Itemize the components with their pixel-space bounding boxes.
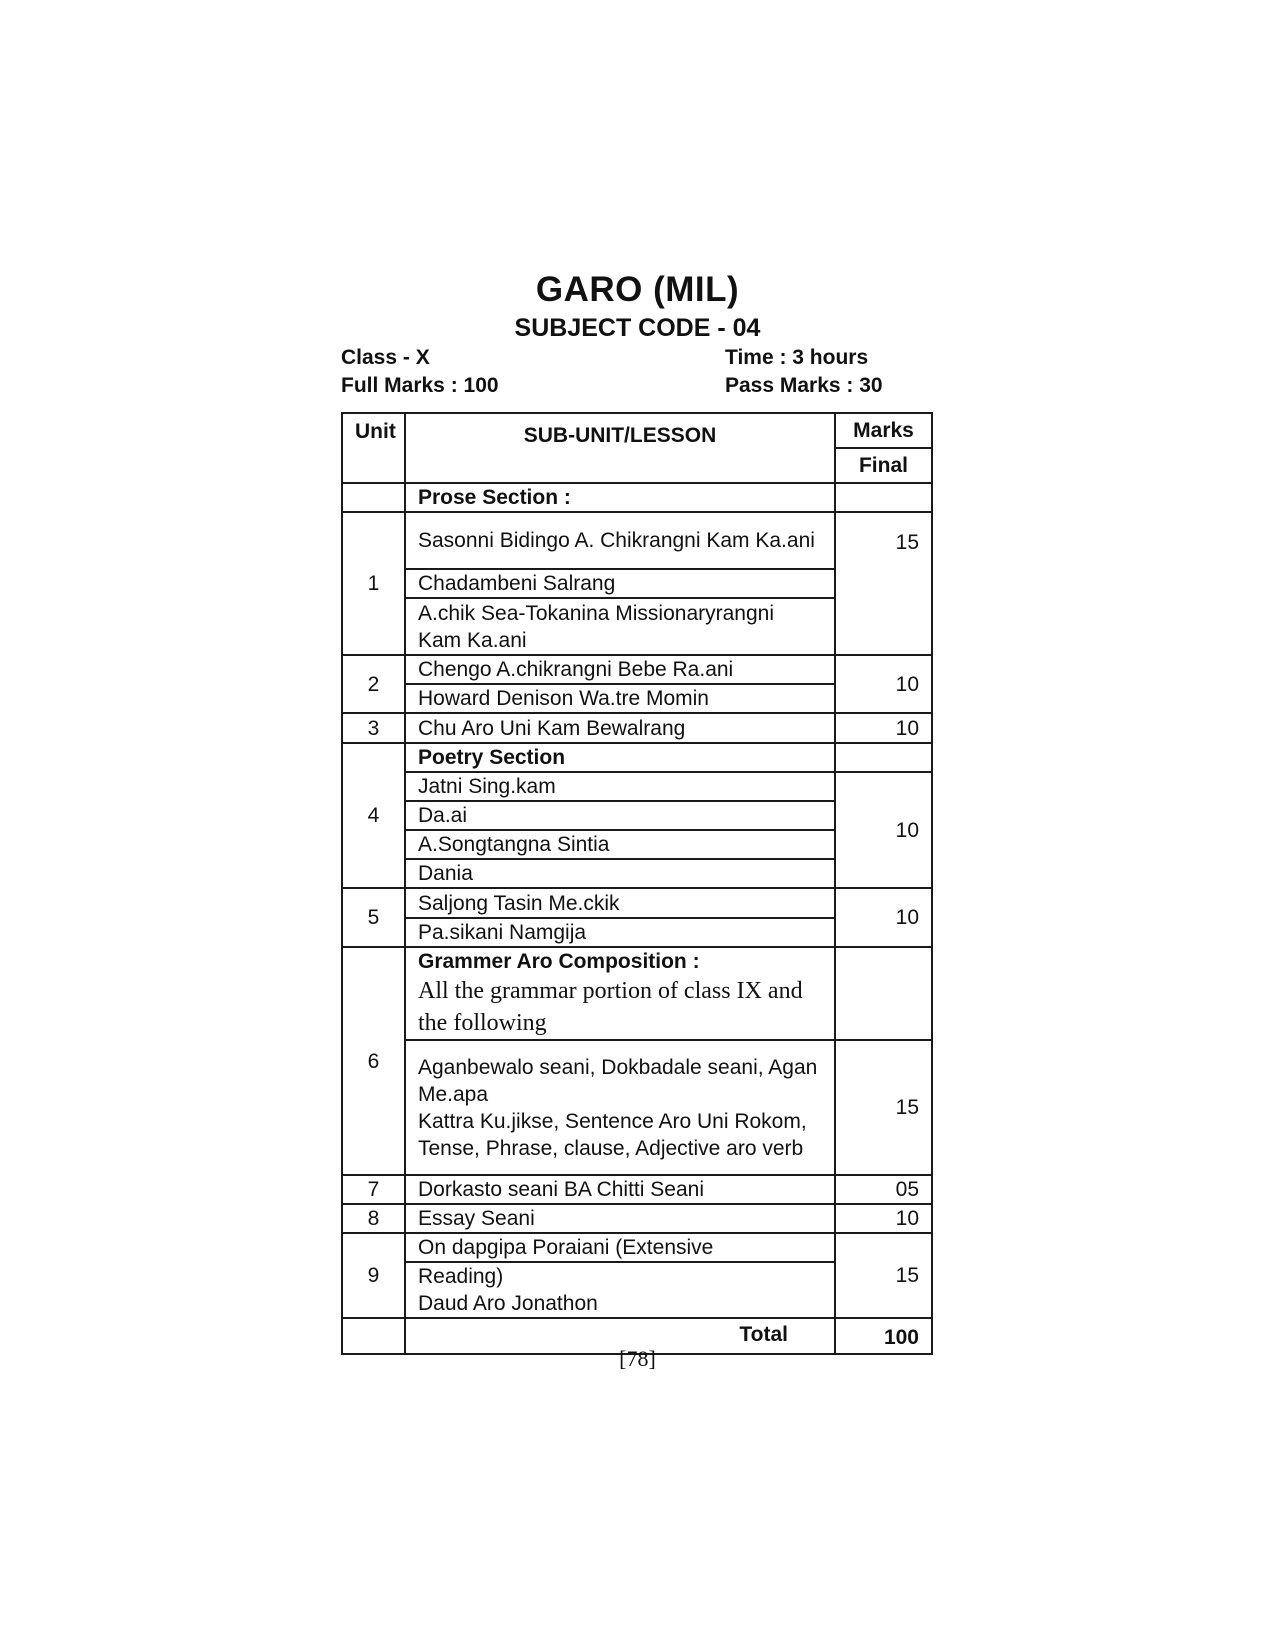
header-subunit: SUB-UNIT/LESSON (405, 413, 835, 483)
full-marks-label: Full Marks : 100 (341, 374, 499, 397)
grammar-content-cell (405, 1040, 835, 1175)
unit-cell-empty (342, 483, 405, 512)
header-final: Final (835, 448, 932, 483)
lesson-item: Sasonni Bidingo A. Chikrangni Kam Ka.ani (405, 512, 835, 569)
unit-number: 9 (342, 1233, 405, 1318)
prose-section-heading: Prose Section : (405, 483, 835, 512)
grammar-content-line: Kattra Ku.jikse, Sentence Aro Uni Rokom, Tense, Phrase, clause, Adjective aro verb (418, 1109, 807, 1160)
syllabus-table (341, 412, 933, 1355)
header-unit: Unit (342, 413, 405, 483)
grammar-content-line: Aganbewalo seani, Dokbadale seani, Agan Me.apa (418, 1055, 818, 1106)
unit-number: 3 (342, 713, 405, 743)
lesson-item: Daud Aro Jonathon (418, 1292, 598, 1315)
unit-marks: 05 (835, 1175, 932, 1204)
time-label: Time : 3 hours (725, 346, 869, 369)
unit-number: 7 (342, 1175, 405, 1204)
grammar-heading: Grammer Aro Composition : (418, 950, 700, 973)
page-number: [78] (619, 1346, 656, 1371)
unit-marks: 15 (835, 1040, 932, 1175)
page-title: GARO (MIL) (535, 270, 740, 309)
lesson-item: Dorkasto seani BA Chitti Seani (405, 1175, 835, 1204)
lesson-item: A.Songtangna Sintia (405, 830, 835, 859)
lesson-item: Chu Aro Uni Kam Bewalrang (405, 713, 835, 743)
unit-number: 8 (342, 1204, 405, 1233)
unit-number: 4 (342, 743, 405, 888)
lesson-item: Dania (405, 859, 835, 888)
unit-marks: 15 (835, 512, 932, 655)
lesson-item: On dapgipa Poraiani (Extensive (405, 1233, 835, 1262)
lesson-item: Chengo A.chikrangni Bebe Ra.ani (405, 655, 835, 684)
marks-cell-empty (835, 743, 932, 772)
lesson-item: Chadambeni Salrang (405, 569, 835, 598)
marks-cell-empty (835, 483, 932, 512)
unit-marks: 10 (835, 772, 932, 888)
unit-marks: 10 (835, 1204, 932, 1233)
unit-marks: 10 (835, 713, 932, 743)
poetry-section-heading: Poetry Section (405, 743, 835, 772)
lesson-item: Jatni Sing.kam (405, 772, 835, 801)
unit-number: 2 (342, 655, 405, 713)
lesson-item: Pa.sikani Namgija (405, 918, 835, 947)
subject-code: SUBJECT CODE - 04 (514, 314, 761, 342)
marks-cell-empty (835, 947, 932, 1040)
unit-number: 6 (342, 947, 405, 1175)
unit-marks: 10 (835, 655, 932, 713)
total-label: Total (405, 1318, 835, 1354)
pass-marks-label: Pass Marks : 30 (725, 374, 883, 397)
lesson-item: Reading) (418, 1265, 504, 1288)
unit-marks: 10 (835, 888, 932, 947)
lesson-item: A.chik Sea-Tokanina Missionaryrangni Kam Ka.ani (405, 598, 835, 655)
lesson-item: Saljong Tasin Me.ckik (405, 888, 835, 918)
grammar-cell (405, 947, 835, 1040)
grammar-note: All the grammar portion of class IX and the following (418, 978, 803, 1036)
lesson-item: Howard Denison Wa.tre Momin (405, 684, 835, 713)
lesson-item: Da.ai (405, 801, 835, 830)
unit-marks: 15 (835, 1233, 932, 1318)
total-value: 100 (835, 1318, 932, 1354)
lesson-item-group (405, 1262, 835, 1318)
unit-number: 5 (342, 888, 405, 947)
class-label: Class - X (341, 346, 430, 369)
unit-number: 1 (342, 512, 405, 655)
header-marks: Marks (835, 413, 932, 448)
lesson-item: Essay Seani (405, 1204, 835, 1233)
